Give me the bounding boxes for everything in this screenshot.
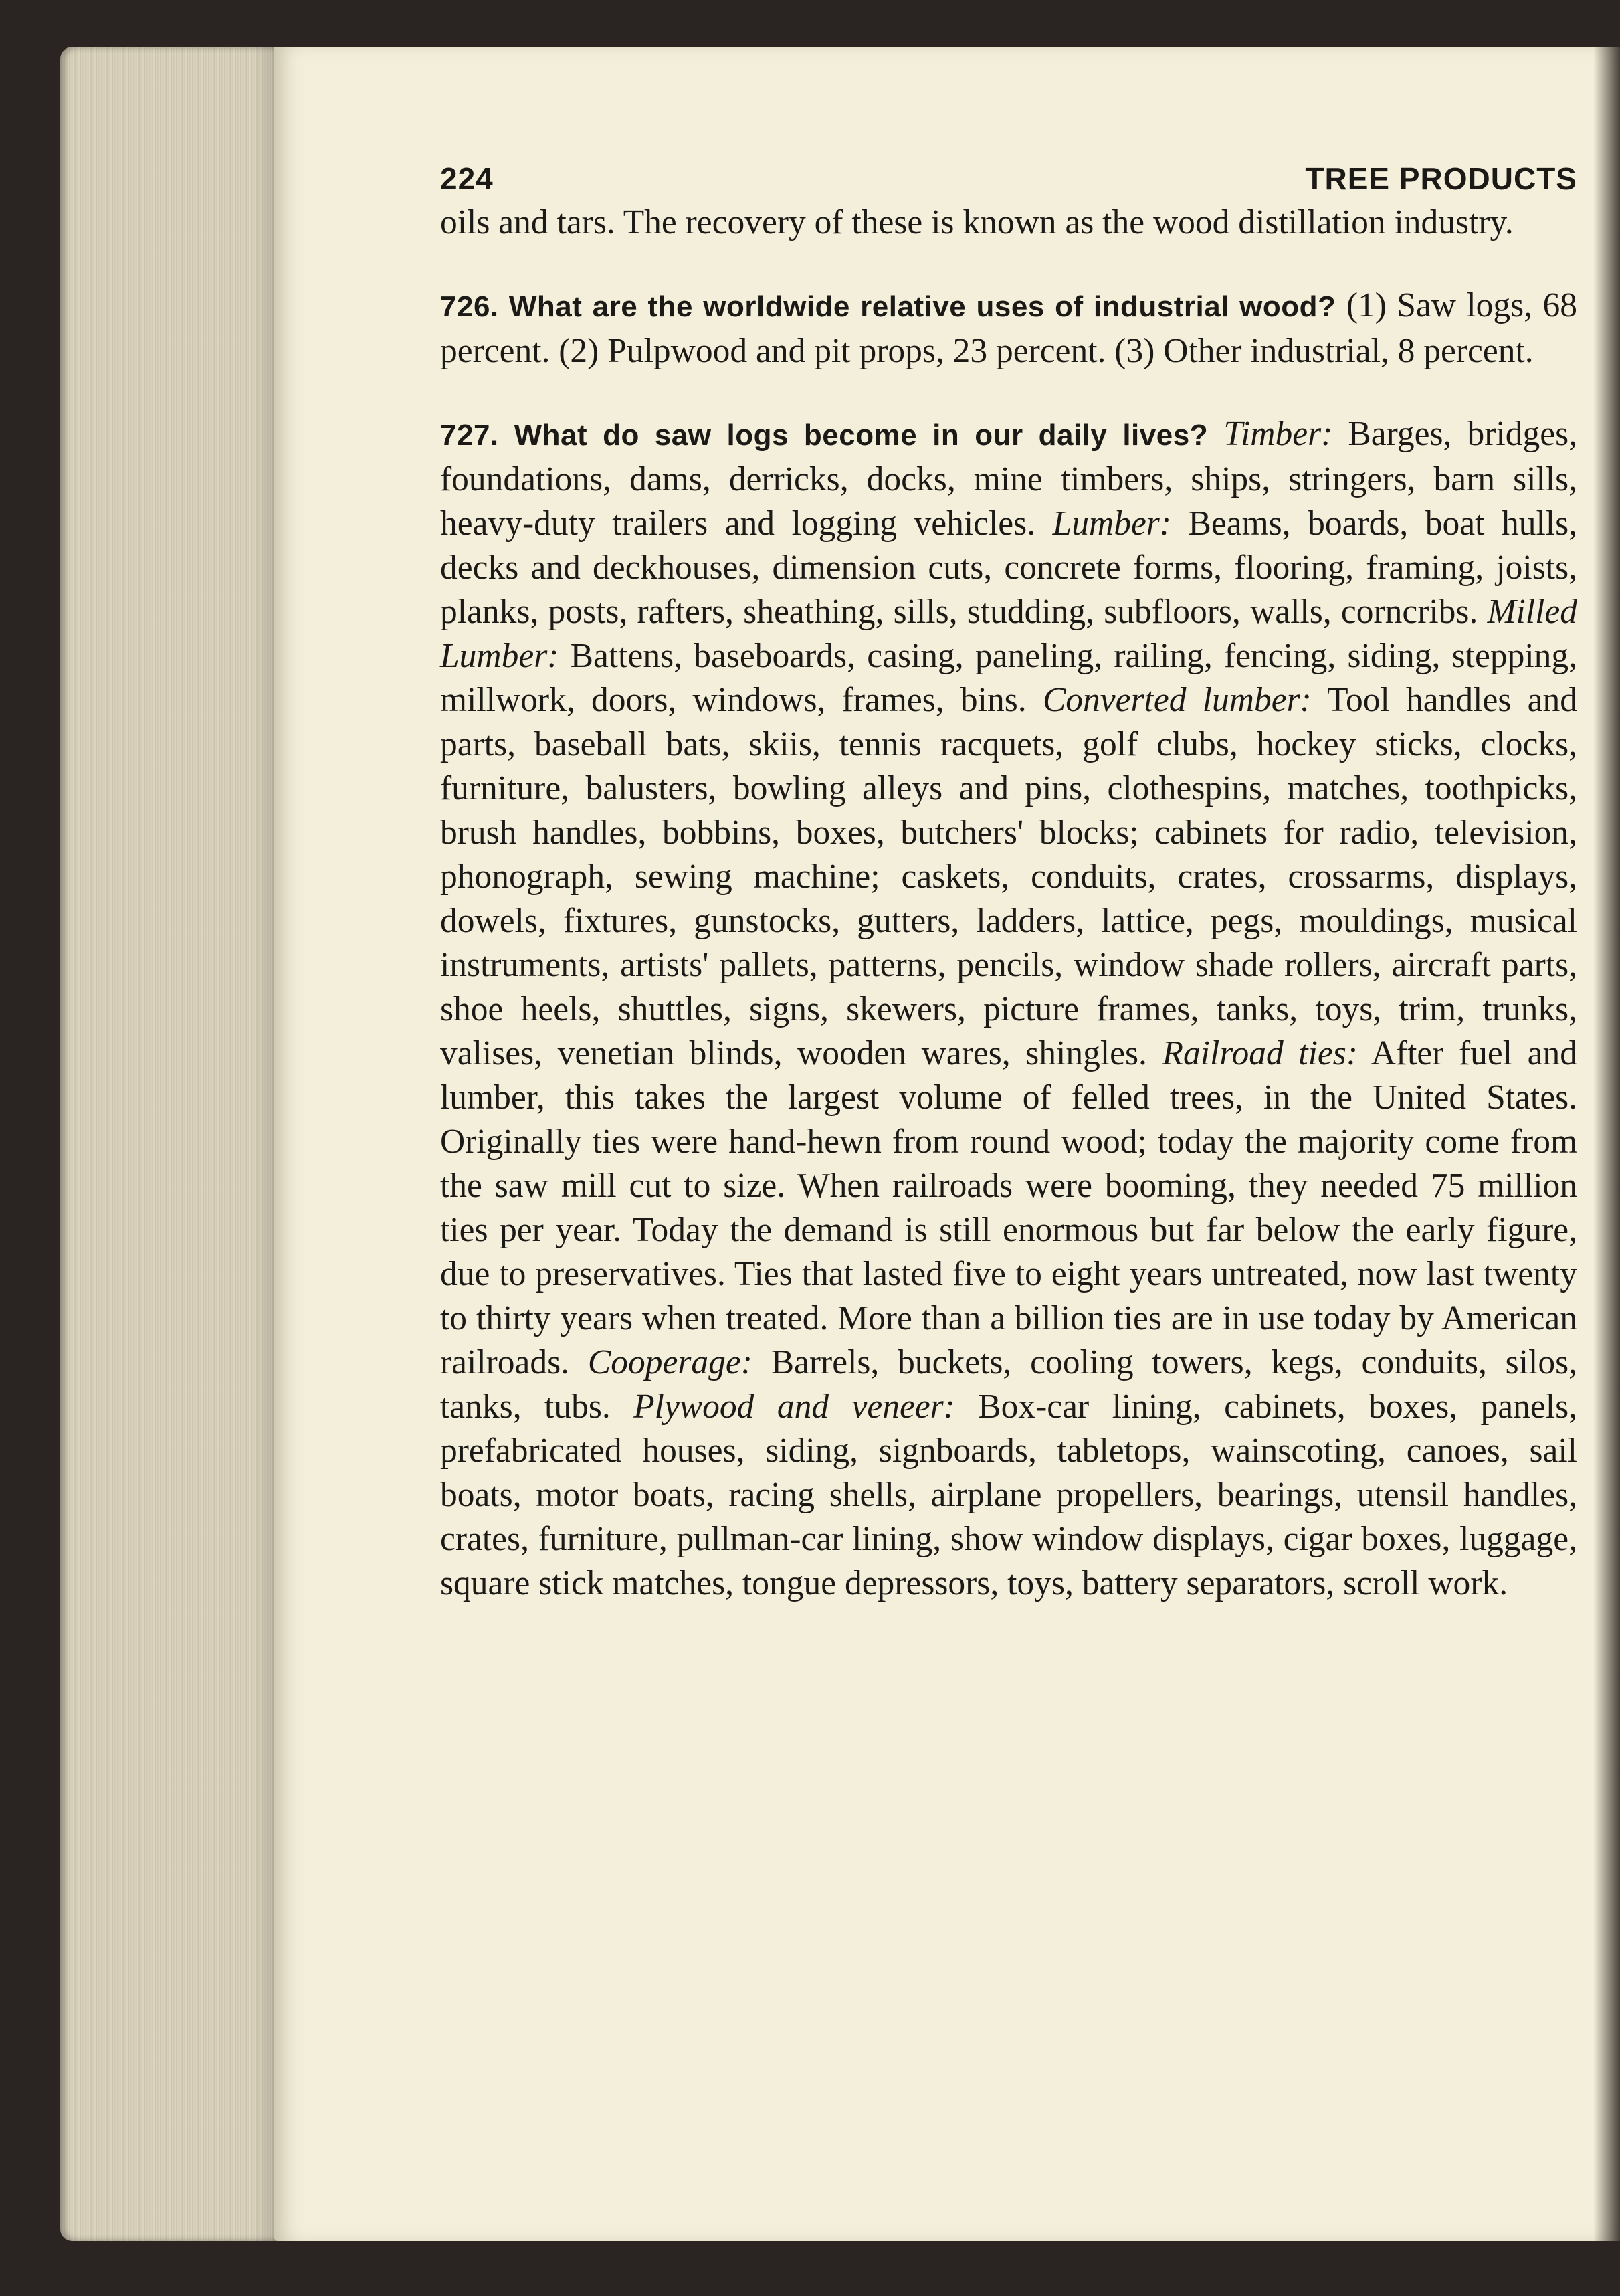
term-lumber: Lumber:: [1052, 504, 1171, 543]
term-railroad-ties: Railroad ties:: [1162, 1034, 1358, 1072]
question-727-heading: 727. What do saw logs become in our daily lives?: [440, 419, 1209, 452]
page-edges: [60, 47, 281, 2241]
text-lumber: Beams, boards, boat hulls, decks and deckhouses, dimension cuts, concrete forms, flooring, framing, joists, planks, posts, rafters, sheathing, sills, studding, subfloors, walls, corncribs.: [440, 504, 1577, 631]
question-726-paragraph: [440, 284, 1577, 373]
term-converted-lumber: Converted lumber:: [1042, 681, 1312, 719]
answer-726: (1) Saw logs, 68 percent. (2) Pulpwood and pit props, 23 percent. (3) Other industrial, 8 percent.: [440, 286, 1578, 370]
question-726-heading: 726. What are the worldwide relative uses of industrial wood?: [440, 290, 1336, 323]
question-727-paragraph: [440, 412, 1577, 1606]
text-milled-lumber: Battens, baseboards, casing, paneling, railing, fencing, siding, stepping, millwork, doors, windows, frames, bins.: [440, 637, 1577, 719]
term-milled-lumber: Milled Lumber:: [440, 593, 1577, 675]
running-title: TREE PRODUCTS: [1305, 161, 1577, 196]
text-railroad-ties: After fuel and lumber, this takes the largest volume of felled trees, in the United States. Originally ties were hand-hewn from round wood; today the majority come from the saw mill cut to size. When railroads were booming, they needed 75 million ties per year. Today the demand is still enormous but far below the early figure, due to preservatives. Ties that lasted five to eight years untreated, now last twenty to thirty years when treated. More than a billion ties are in use today by American railroads.: [440, 1034, 1577, 1381]
text-plywood-veneer: Box-car lining, cabinets, boxes, panels, prefabricated houses, siding, signboards, tabletops, wainscoting, canoes, sail boats, motor boats, racing shells, airplane propellers, bearings, utensil handles, crates, furniture, pullman-car lining, show window displays, cigar boxes, luggage, square stick matches, tongue depressors, toys, battery separators, scroll work.: [440, 1388, 1577, 1602]
term-timber: Timber:: [1223, 415, 1333, 453]
text-timber: Barges, bridges, foundations, dams, derricks, docks, mine timbers, ships, stringers, barn sills, heavy-duty trailers and logging vehicles.: [440, 415, 1577, 543]
page-number: 224: [440, 161, 494, 196]
text-cooperage: Barrels, buckets, cooling towers, kegs, conduits, silos, tanks, tubs.: [440, 1343, 1577, 1426]
page-content: [440, 161, 1577, 1606]
opening-paragraph: oils and tars. The recovery of these is known as the wood distillation industry.: [440, 203, 1514, 242]
term-plywood-veneer: Plywood and veneer:: [633, 1388, 955, 1426]
running-head: [440, 161, 1577, 197]
book-page: [274, 47, 1620, 2241]
term-cooperage: Cooperage:: [587, 1343, 752, 1381]
text-converted-lumber: Tool handles and parts, baseball bats, skiis, tennis racquets, golf clubs, hockey sticks, clocks, furniture, balusters, bowling alleys and pins, clothespins, matches, toothpicks, brush handles, bobbins, boxes, butchers' blocks; cabinets for radio, television, phonograph, sewing machine; caskets, conduits, crates, crossarms, displays, dowels, fixtures, gunstocks, gutters, ladders, lattice, pegs, mouldings, musical instruments, artists' pallets, patterns, pencils, window shade rollers, aircraft parts, shoe heels, shuttles, signs, skewers, picture frames, tanks, toys, trim, trunks, valises, venetian blinds, wooden wares, shingles.: [440, 681, 1577, 1072]
